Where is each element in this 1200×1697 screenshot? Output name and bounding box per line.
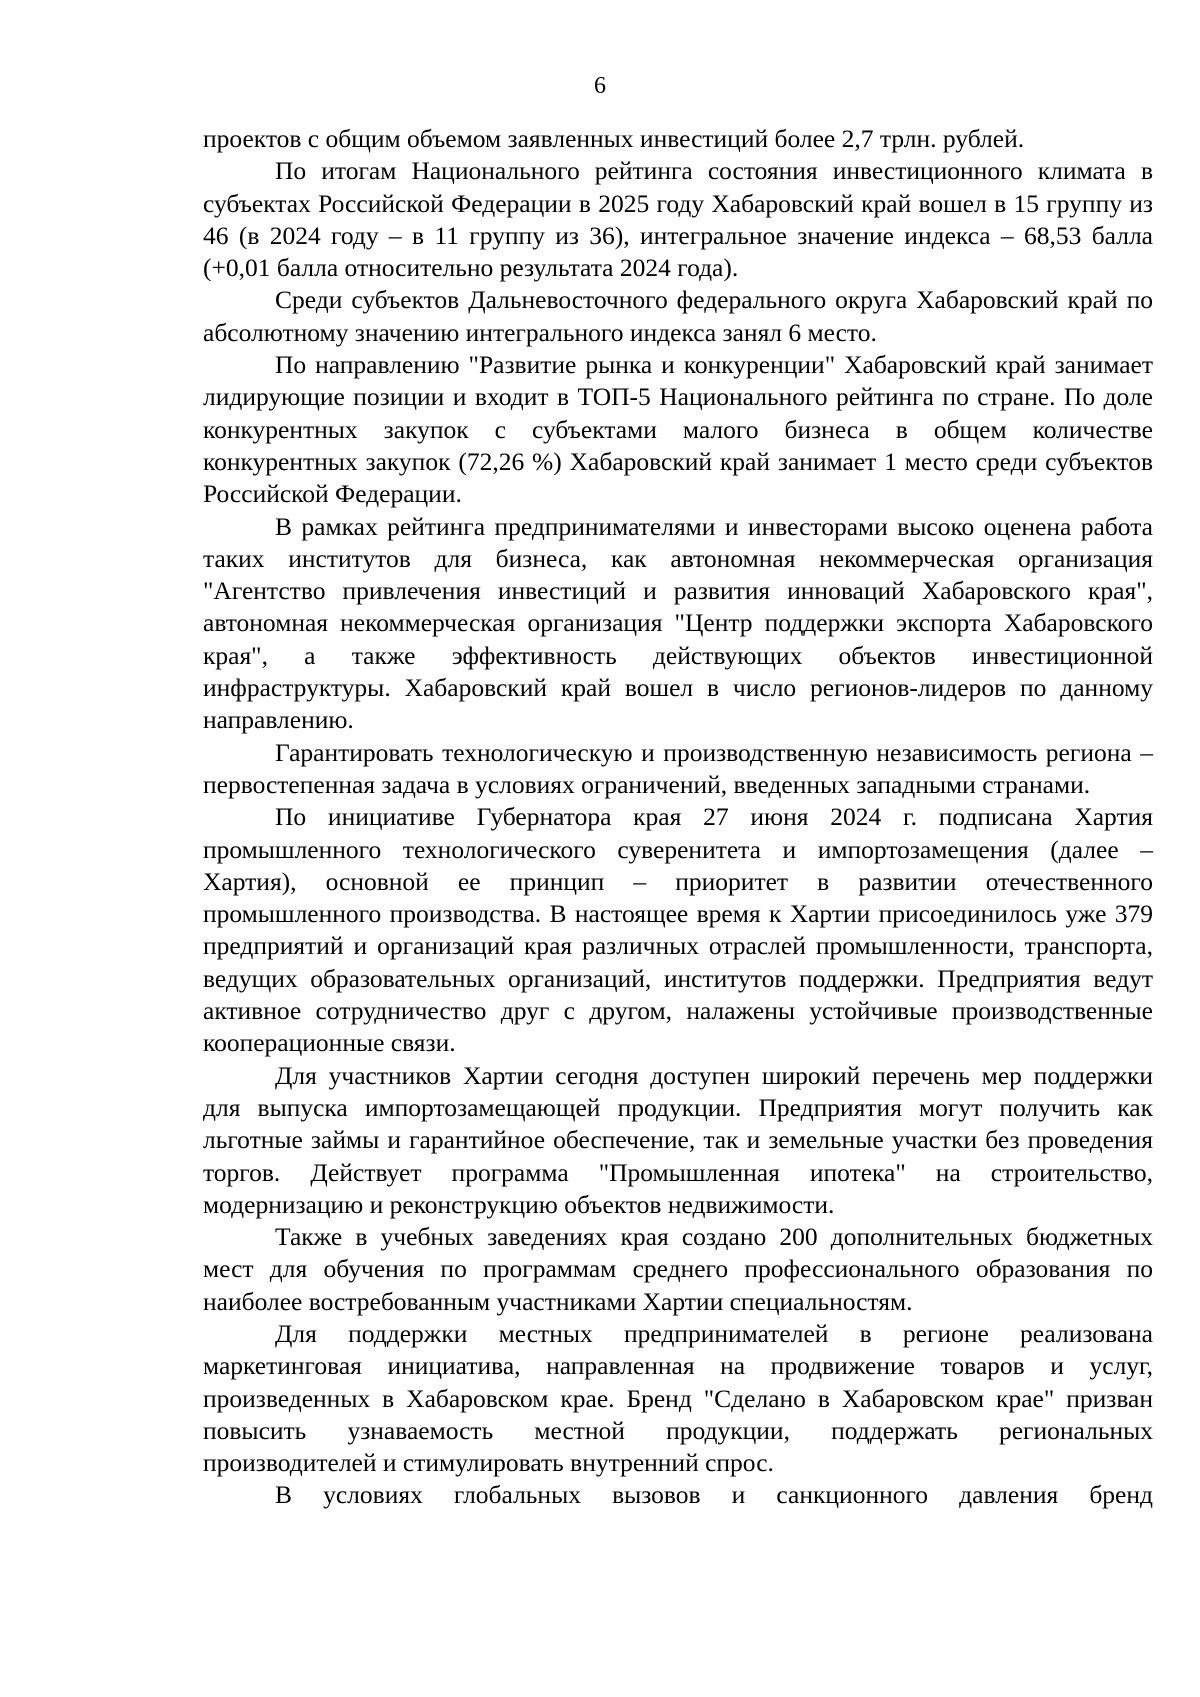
paragraph: По итогам Национального рейтинга состояния инвестиционного климата в субъектах Российской Федерации в 2025 году Хабаровский край вошел в 15 группу из 46 (в 2024 году – в 11 группу из 36), интегральное значение индекса – 68,53 балла (+0,01 балла относительно результата 2024 года).	[203, 156, 1153, 283]
paragraph: Для участников Хартии сегодня доступен широкий перечень мер поддержки для выпуска импортозамещающей продукции. Предприятия могут получить как льготные займы и гарантийное обеспечение, так и земельные участки без проведения торгов. Действует программа "Промышленная ипотека" на строительство, модернизацию и реконструкцию объектов недвижимости.	[203, 1060, 1153, 1219]
paragraph: По инициативе Губернатора края 27 июня 2024 г. подписана Хартия промышленного технологического суверенитета и импортозамещения (далее – Хартия), основной ее принцип – приоритет в развитии отечественного промышленного производства. В настоящее время к Хартии присоединилось уже 379 предприятий и организаций края различных отраслей промышленности, транспорта, ведущих образовательных организаций, институтов поддержки. Предприятия ведут активное сотрудничество друг с другом, налажены устойчивые производственные кооперационные связи.	[203, 802, 1153, 1058]
page-number: 6	[594, 73, 606, 99]
paragraph: проектов с общим объемом заявленных инвестиций более 2,7 трлн. рублей.	[203, 124, 1025, 153]
document-body	[203, 123, 1153, 1512]
paragraph: В рамках рейтинга предпринимателями и инвесторами высоко оценена работа таких институтов для бизнеса, как автономная некоммерческая организация "Агентство привлечения инвестиций и развития инноваций Хабаровского края", автономная некоммерческая организация "Центр поддержки экспорта Хабаровского края", а также эффективность действующих объектов инвестиционной инфраструктуры. Хабаровский край вошел в число регионов-лидеров по данному направлению.	[203, 511, 1153, 735]
paragraph: В условиях глобальных вызовов и санкционного давления бренд	[275, 1480, 1153, 1510]
paragraph: Среди субъектов Дальневосточного федерального округа Хабаровский край по абсолютному значению интегрального индекса занял 6 место.	[203, 285, 1153, 347]
paragraph: Для поддержки местных предпринимателей в регионе реализована маркетинговая инициатива, направленная на продвижение товаров и услуг, произведенных в Хабаровском крае. Бренд "Сделано в Хабаровском крае" призван повысить узнаваемость местной продукции, поддержать региональных производителей и стимулировать внутренний спрос.	[203, 1318, 1153, 1478]
paragraph: Гарантировать технологическую и производственную независимость региона – первостепенная задача в условиях ограничений, введенных западными странами.	[203, 737, 1153, 799]
paragraph: По направлению "Развитие рынка и конкуренции" Хабаровский край занимает лидирующие позиции и входит в ТОП-5 Национального рейтинга по стране. По доле конкурентных закупок с субъектами малого бизнеса в общем количестве конкурентных закупок (72,26 %) Хабаровский край занимает 1 место среди субъектов Российской Федерации.	[203, 350, 1153, 509]
paragraph: Также в учебных заведениях края создано 200 дополнительных бюджетных мест для обучения по программам среднего профессионального образования по наиболее востребованным участниками Хартии специальностям.	[203, 1222, 1153, 1316]
